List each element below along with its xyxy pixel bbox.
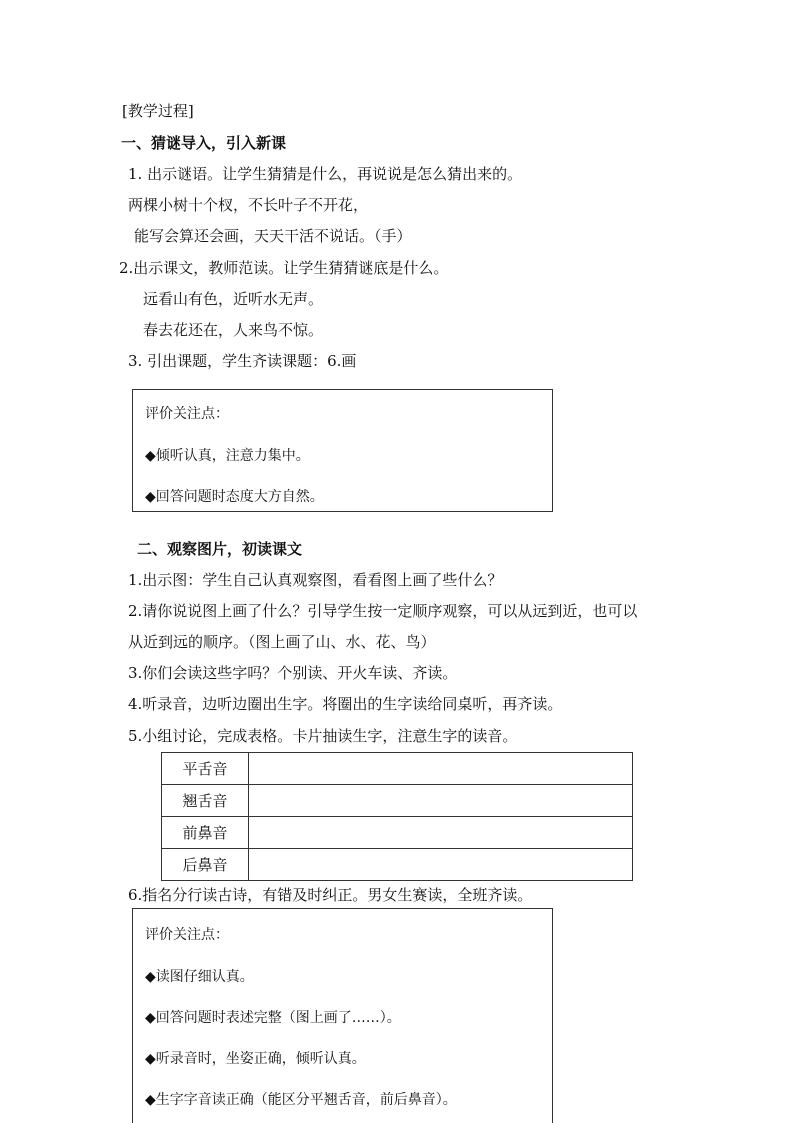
row-label: 平舌音 <box>162 753 249 785</box>
row-label: 后鼻音 <box>162 849 249 881</box>
part1-step2: 2.出示课文，教师范读。让学生猜猜谜底是什么。 <box>119 259 449 277</box>
part2-step2-line1: 2.请你说说图上画了什么？引导学生按一定顺序观察，可以从远到近，也可以 <box>128 602 638 620</box>
evaluation-item: ◆回答问题时态度大方自然。 <box>145 489 324 505</box>
section-header: [教学过程] <box>122 102 194 120</box>
evaluation-box-2 <box>132 908 553 1123</box>
table-row <box>162 753 633 785</box>
row-label: 翘舌音 <box>162 785 249 817</box>
answer-cell[interactable] <box>249 849 633 881</box>
part2-step6: 6.指名分行读古诗，有错及时纠正。男女生赛读，全班齐读。 <box>128 886 533 904</box>
part2-step5: 5.小组讨论，完成表格。卡片抽读生字，注意生字的读音。 <box>128 727 518 745</box>
riddle-line2: 能写会算还会画，天天干活不说话。（手） <box>134 227 412 245</box>
evaluation-item: ◆倾听认真，注意力集中。 <box>145 448 310 464</box>
evaluation-item: ◆读图仔细认真。 <box>145 969 254 985</box>
part1-step1: 1. 出示谜语。让学生猜猜是什么，再说说是怎么猜出来的。 <box>128 165 523 183</box>
part2-step2-line2: 从近到远的顺序。（图上画了山、水、花、鸟） <box>128 633 436 651</box>
poem-line2: 春去花还在，人来鸟不惊。 <box>143 321 324 339</box>
table-row <box>162 817 633 849</box>
evaluation-title: 评价关注点： <box>145 927 229 943</box>
evaluation-item: ◆生字字音读正确（能区分平翘舌音，前后鼻音）。 <box>145 1092 457 1108</box>
part2-heading: 二、观察图片，初读课文 <box>137 540 303 558</box>
part2-step3: 3.你们会读这些字吗？个别读、开火车读、齐读。 <box>128 664 458 682</box>
evaluation-item: ◆回答问题时表述完整（图上画了……）。 <box>145 1010 401 1026</box>
evaluation-item: ◆听录音时，坐姿正确，倾听认真。 <box>145 1051 366 1067</box>
riddle-line1: 两棵小树十个杈，不长叶子不开花， <box>128 196 369 214</box>
part1-step3: 3. 引出课题，学生齐读课题：6.画 <box>128 352 357 370</box>
part1-heading: 一、猜谜导入，引入新课 <box>121 134 287 152</box>
answer-cell[interactable] <box>249 785 633 817</box>
answer-cell[interactable] <box>249 753 633 785</box>
answer-cell[interactable] <box>249 817 633 849</box>
evaluation-title: 评价关注点： <box>145 406 229 422</box>
table-row <box>162 785 633 817</box>
table-row <box>162 849 633 881</box>
part2-step1: 1.出示图：学生自己认真观察图，看看图上画了些什么？ <box>128 571 503 589</box>
row-label: 前鼻音 <box>162 817 249 849</box>
evaluation-box-1 <box>132 389 553 512</box>
pronunciation-table <box>161 752 633 881</box>
part2-step4: 4.听录音，边听边圈出生字。将圈出的生字读给同桌听，再齐读。 <box>128 695 563 713</box>
poem-line1: 远看山有色，近听水无声。 <box>143 290 324 308</box>
